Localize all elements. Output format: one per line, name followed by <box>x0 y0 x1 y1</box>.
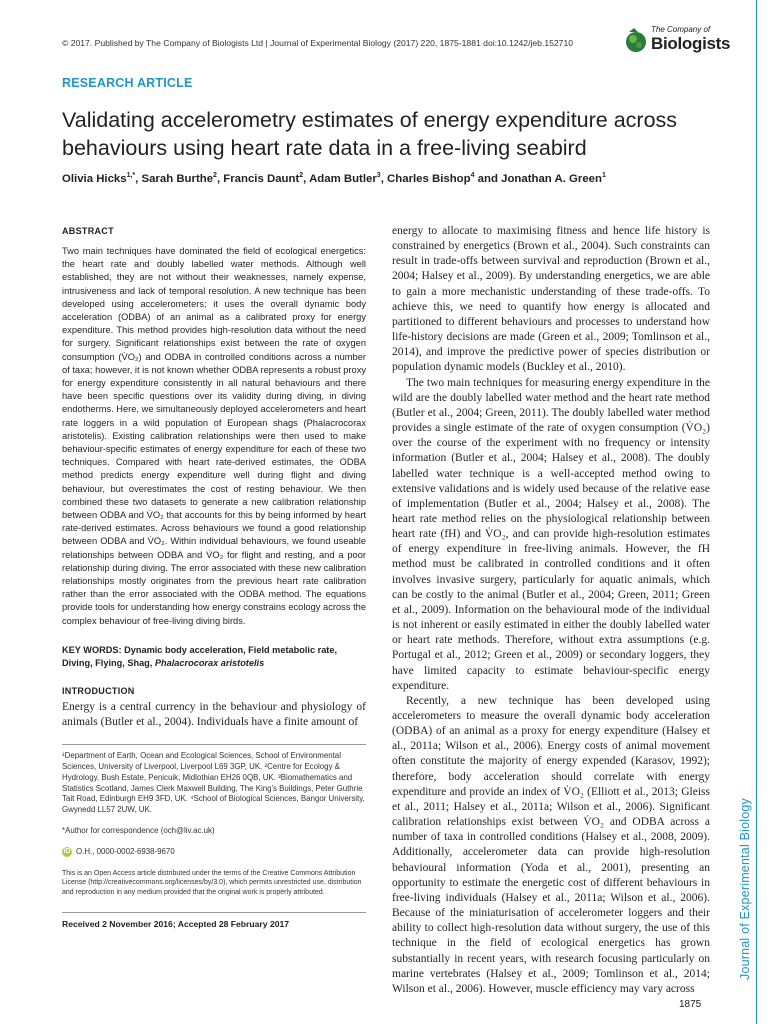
author-name: Jonathan A. Green <box>501 172 602 185</box>
orcid-icon: iD <box>63 847 71 855</box>
author-affiliation-mark: 3 <box>376 172 381 179</box>
orcid-id[interactable]: O.H., 0000-0002-6938-9670 <box>76 847 175 857</box>
globe-logo-icon <box>624 26 648 56</box>
introduction-paragraph-3: Recently, a new technique has been developed using accelerometers to measure the overall dynamic body acceleration (ODBA) of an animal as a proxy for energy expenditure (Halsey et al., 2011a; Wilson et al., 2006). Energy costs of animal movement often constitute the majority of energy expended (Karasov, 1992); therefore, body acceleration should correlate with energy expenditure and provide an index of V̇O₂ (Elliott et al., 2013; Gleiss et al., 2011; Halsey et al., 2011a; Wilson et al., 2006). Significant calibration relationships exist between V̇O₂ and ODBA across a number of taxa in controlled conditions (Halsey et al., 2008, 2009). Additionally, accelerometer data can provide high-resolution behavioural information (Yoda et al., 2001), presenting an opportunity to estimate the energetic cost of different behaviours in free-living individuals (Halsey et al., 2011a; Wilson et al., 2006). Because of the miniaturisation of accelerometer loggers and their ability to collect high-resolution data without surgery, the use of this technique in the field of ecological energetics has grown substantially in recent years, with research focusing particularly on marine vertebrates (Halsey et al., 2009; Tomlinson et al., 2014; Wilson et al., 2006). However, muscle efficiency may vary across <box>392 694 710 995</box>
right-column <box>392 224 710 997</box>
orcid-line[interactable] <box>62 847 366 857</box>
author-list: Olivia Hicks$^{1,*}$, Sarah Burthe$^2$, Francis Daunt$^2$, Adam Butler$^3$, Charles Bishop$^4$ and Jonathan A. Green$^1$ <box>62 172 606 185</box>
author-affiliation-mark: 1 <box>601 172 606 179</box>
author-affiliation-mark: 1,* <box>126 172 136 179</box>
author-affiliations: ¹Department of Earth, Ocean and Ecological Sciences, School of Environmental Sciences, University of Liverpool, Liverpool L69 3GP, UK. ²Centre for Ecology & Hydrology, Bush Estate, Penicuik, Midlothian EH26 0QB, UK. ³Biomathematics and Statistics Scotland, James Clerk Maxwell Building, The King's Buildings, Peter Guthrie Tait Road, Edinburgh EH9 3FD, UK. ⁴School of Biological Sciences, Bangor University, Gwynedd LL57 2UW, UK. <box>62 751 365 815</box>
citation-header: © 2017. Published by The Company of Biologists Ltd | Journal of Experimental Biology (2017) 220, 1875-1881 doi:10.1242/jeb.152710 <box>62 38 574 48</box>
company-of-biologists-logo[interactable] <box>624 24 731 60</box>
left-column <box>62 226 366 929</box>
correspondence-note: *Author for correspondence (och@liv.ac.uk) <box>62 825 215 835</box>
received-accepted-dates: Received 2 November 2016; Accepted 28 February 2017 <box>62 918 290 929</box>
author-name: Francis Daunt <box>223 172 300 185</box>
author-affiliation-mark: 2 <box>299 172 304 179</box>
author-name: Charles Bishop <box>387 172 471 185</box>
keywords-species: Phalacrocorax aristotelis <box>154 657 265 668</box>
author-affiliation-mark: 2 <box>213 172 217 179</box>
introduction-paragraph-1: energy to allocate to maximising fitness and hence life history is constrained by energetics (Brown et al., 2004). Such constraints can result in trade-offs between survival and reproduction (Brown et al., 2004; Halsey et al., 2009). By understanding energetics, we are able to gain a more mechanistic understanding of these trade-offs. To achieve this, we need to quantify how energy is allocated and partitioned to different behaviours and processes to understand how life-history decisions are made (Green et al., 2009; Tomlinson et al., 2014), and improve the predictive power of species distribution or population dynamic models (Buckley et al., 2010). <box>392 225 710 374</box>
author-name: Sarah Burthe <box>141 172 214 185</box>
license-note: This is an Open Access article distributed under the terms of the Creative Commons Attribution License (http://creativecommons.org/licenses/by/3.0), which permits unrestricted use, distribution and reproduction in any medium provided that the original work is properly attributed. <box>62 869 362 896</box>
received-divider <box>62 912 366 913</box>
keywords-label: KEY WORDS: <box>62 644 125 655</box>
article-title: Validating accelerometry estimates of energy expenditure across behaviours using heart rate data in a free-living seabird <box>62 108 678 160</box>
keywords <box>62 644 366 670</box>
author-name: Olivia Hicks <box>62 172 127 185</box>
logo-text-the-company: The Company of <box>651 25 711 34</box>
introduction-paragraph-start: Energy is a central currency in the behaviour and physiology of animals (Butler et al., 2004). Individuals have a finite amount of <box>62 700 366 729</box>
author-affiliation-mark: 4 <box>470 172 475 179</box>
introduction-paragraph-2: The two main techniques for measuring energy expenditure in the wild are the doubly labelled water method and the heart rate method (Butler et al., 2004; Green, 2011). The doubly labelled water method provides a single estimate of the rate of oxygen consumption (V̇O₂) over the course of the experiment with no frequency or intensity information (Butler et al., 2004; Halsey et al., 2008). The doubly labelled water technique is a well-accepted method owing to extensive validations and is widely used because of the relative ease of implementation (Butler et al., 2004; Halsey et al., 2008). The heart rate method relies on the physiological relationship between heart rate (fH) and V̇O₂, and can provide high-resolution estimates of energy expenditure in free-living animals. However, the fH method must be calibrated in controlled conditions and it often involves invasive surgery, particularly for aquatic animals, which can be costly to the animal (Butler et al., 2004; Green, 2011; Green et al., 2009). Information on the behavioural mode of the individual is not inherent or easily estimated in either the doubly labelled water or heart rate methods. Therefore, without extra assumptions (e.g. Portugal et al., 2012; Green et al., 2009) or secondary loggers, they have limited capacity to estimate behaviour-specific energy expenditure. <box>392 376 710 692</box>
footnote-divider <box>62 744 366 745</box>
logo-text-biologists: Biologists <box>651 34 731 53</box>
abstract-text: Two main techniques have dominated the field of ecological energetics: the heart rate and doubly labelled water methods. Although well established, they are not without their weaknesses, namely expense, intrusiveness and lack of temporal resolution. A new technique has been developed using accelerometers; it uses the overall dynamic body acceleration (ODBA) of an animal as a calibrated proxy for energy expenditure. This method provides high-resolution data without the need for surgery. Significant relationships exist between the rate of oxygen consumption (V̇O₂) and ODBA in controlled conditions across a number of taxa; however, it is not known whether ODBA represents a robust proxy for energy expenditure consistently in all natural behaviours and there have been specific questions over its validity during diving, in diving endotherms. Here, we simultaneously deployed accelerometers and heart rate loggers in a wild population of European shags (Phalacrocorax aristotelis). Existing calibration relationships were then used to make behaviour-specific estimates of energy expenditure for each of these two techniques. Compared with heart rate-derived estimates, the ODBA method predicts energy expenditure well during flight and diving behaviour, but overestimates the cost of resting behaviour. We then combined these two datasets to generate a new calibration relationship between ODBA and V̇O₂ that accounts for this by being informed by heart rate-derived estimates. Across behaviours we found a good relationship between ODBA and V̇O₂. Within individual behaviours, we found useable relationships between ODBA and V̇O₂ for flight and resting, and a poor relationship during diving. The error associated with these new calibration relationships mostly originates from the previous heart rate calibration rather than the error associated with the ODBA method. The equations provide tools for understanding how energy constrains ecology across the complex behaviour of free-living diving birds. <box>62 246 366 626</box>
page-number: 1875 <box>679 999 702 1010</box>
introduction-heading: INTRODUCTION <box>62 685 135 696</box>
keywords-list: Dynamic body acceleration, Field metabolic rate, Diving, Flying, Shag, <box>62 644 338 668</box>
journal-name-vertical: Journal of Experimental Biology <box>738 798 752 980</box>
side-rule <box>756 0 757 1024</box>
abstract-heading: ABSTRACT <box>62 226 114 236</box>
author-name: Adam Butler <box>309 172 377 185</box>
article-type-label: RESEARCH ARTICLE <box>62 76 193 90</box>
